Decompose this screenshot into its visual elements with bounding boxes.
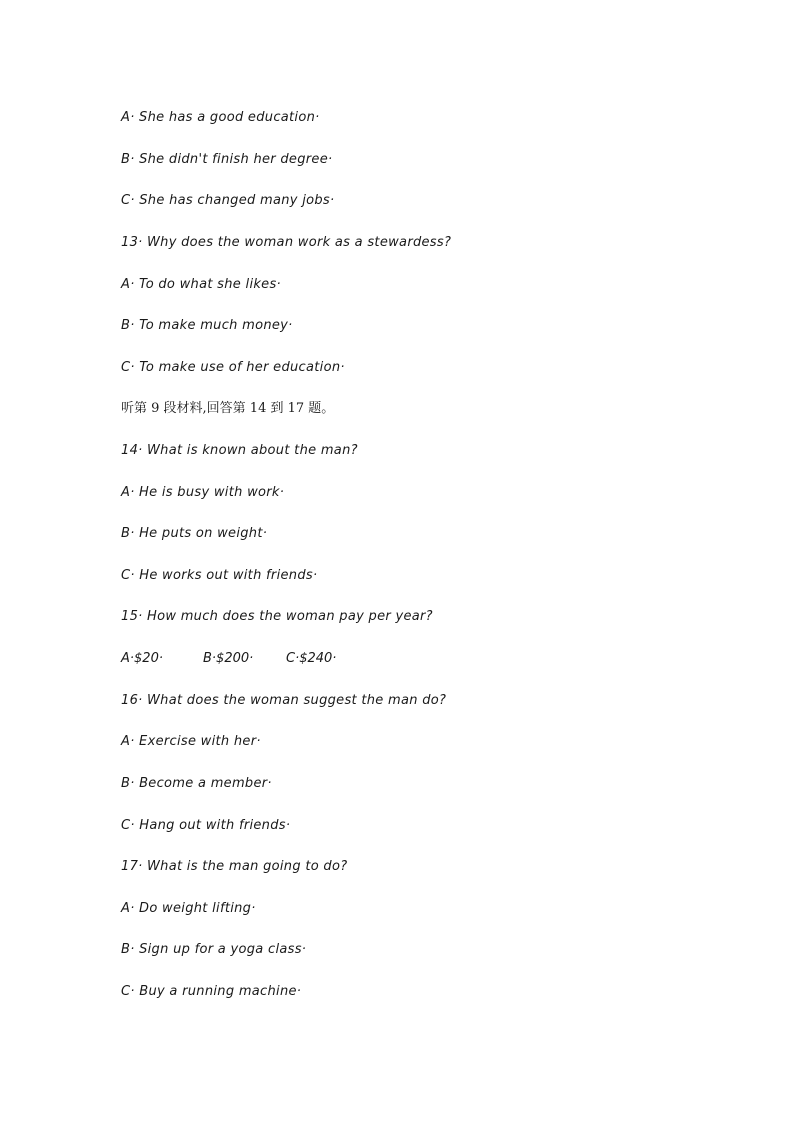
question-15: 15· How much does the woman pay per year? [121, 609, 433, 624]
q15-option-b: B·$200· [203, 651, 254, 666]
q14-option-a: A· He is busy with work· [121, 485, 285, 500]
q12-option-c: C· She has changed many jobs· [121, 193, 335, 208]
question-17: 17· What is the man going to do? [121, 859, 348, 874]
q14-option-c: C· He works out with friends· [121, 568, 318, 583]
q13-option-b: B· To make much money· [121, 318, 293, 333]
q17-option-c: C· Buy a running machine· [121, 984, 302, 999]
q12-option-b: B· She didn't finish her degree· [121, 152, 333, 167]
q16-option-c: C· Hang out with friends· [121, 818, 291, 833]
q15-option-a: A·$20· [121, 651, 163, 666]
q12-option-a: A· She has a good education· [121, 110, 320, 125]
question-13: 13· Why does the woman work as a stewardess? [121, 235, 452, 250]
q16-option-b: B· Become a member· [121, 776, 272, 791]
q16-option-a: A· Exercise with her· [121, 734, 261, 749]
q15-option-c: C·$240· [286, 651, 337, 666]
q13-option-a: A· To do what she likes· [121, 277, 281, 292]
q17-option-a: A· Do weight lifting· [121, 901, 256, 916]
question-16: 16· What does the woman suggest the man do? [121, 693, 447, 708]
q17-option-b: B· Sign up for a yoga class· [121, 942, 307, 957]
question-14: 14· What is known about the man? [121, 443, 358, 458]
q13-option-c: C· To make use of her education· [121, 360, 345, 375]
section-instruction: 听第 9 段材料,回答第 14 到 17 题。 [121, 401, 335, 416]
q14-option-b: B· He puts on weight· [121, 526, 268, 541]
